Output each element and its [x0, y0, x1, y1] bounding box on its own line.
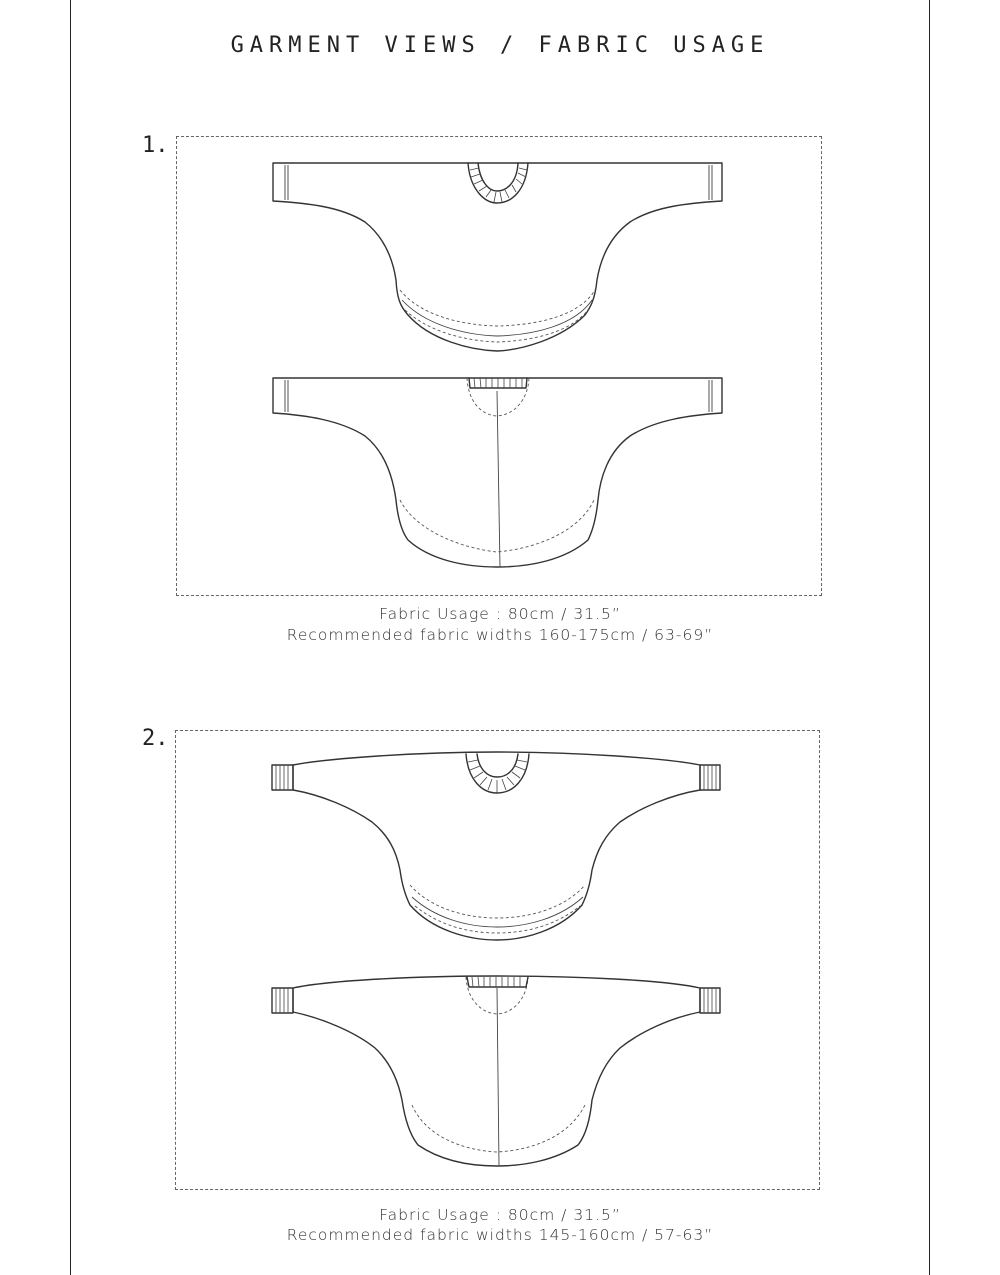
view-2-fabric-usage: Fabric Usage : 80cm / 31.5” [379, 1206, 621, 1224]
view-1-fabric-usage: Fabric Usage : 80cm / 31.5” [379, 605, 621, 623]
view-2-back-garment [272, 976, 720, 1166]
view-1-fabric-widths: Recommended fabric widths 160-175cm / 63-69” [286, 626, 714, 644]
page-title: GARMENT VIEWS / FABRIC USAGE [230, 33, 770, 58]
view-2-front-garment [272, 752, 720, 940]
view-2-number: 2. [142, 726, 169, 751]
view-2-fabric-widths: Recommended fabric widths 145-160cm / 57-63” [286, 1226, 714, 1244]
view-1-number: 1. [142, 133, 169, 158]
